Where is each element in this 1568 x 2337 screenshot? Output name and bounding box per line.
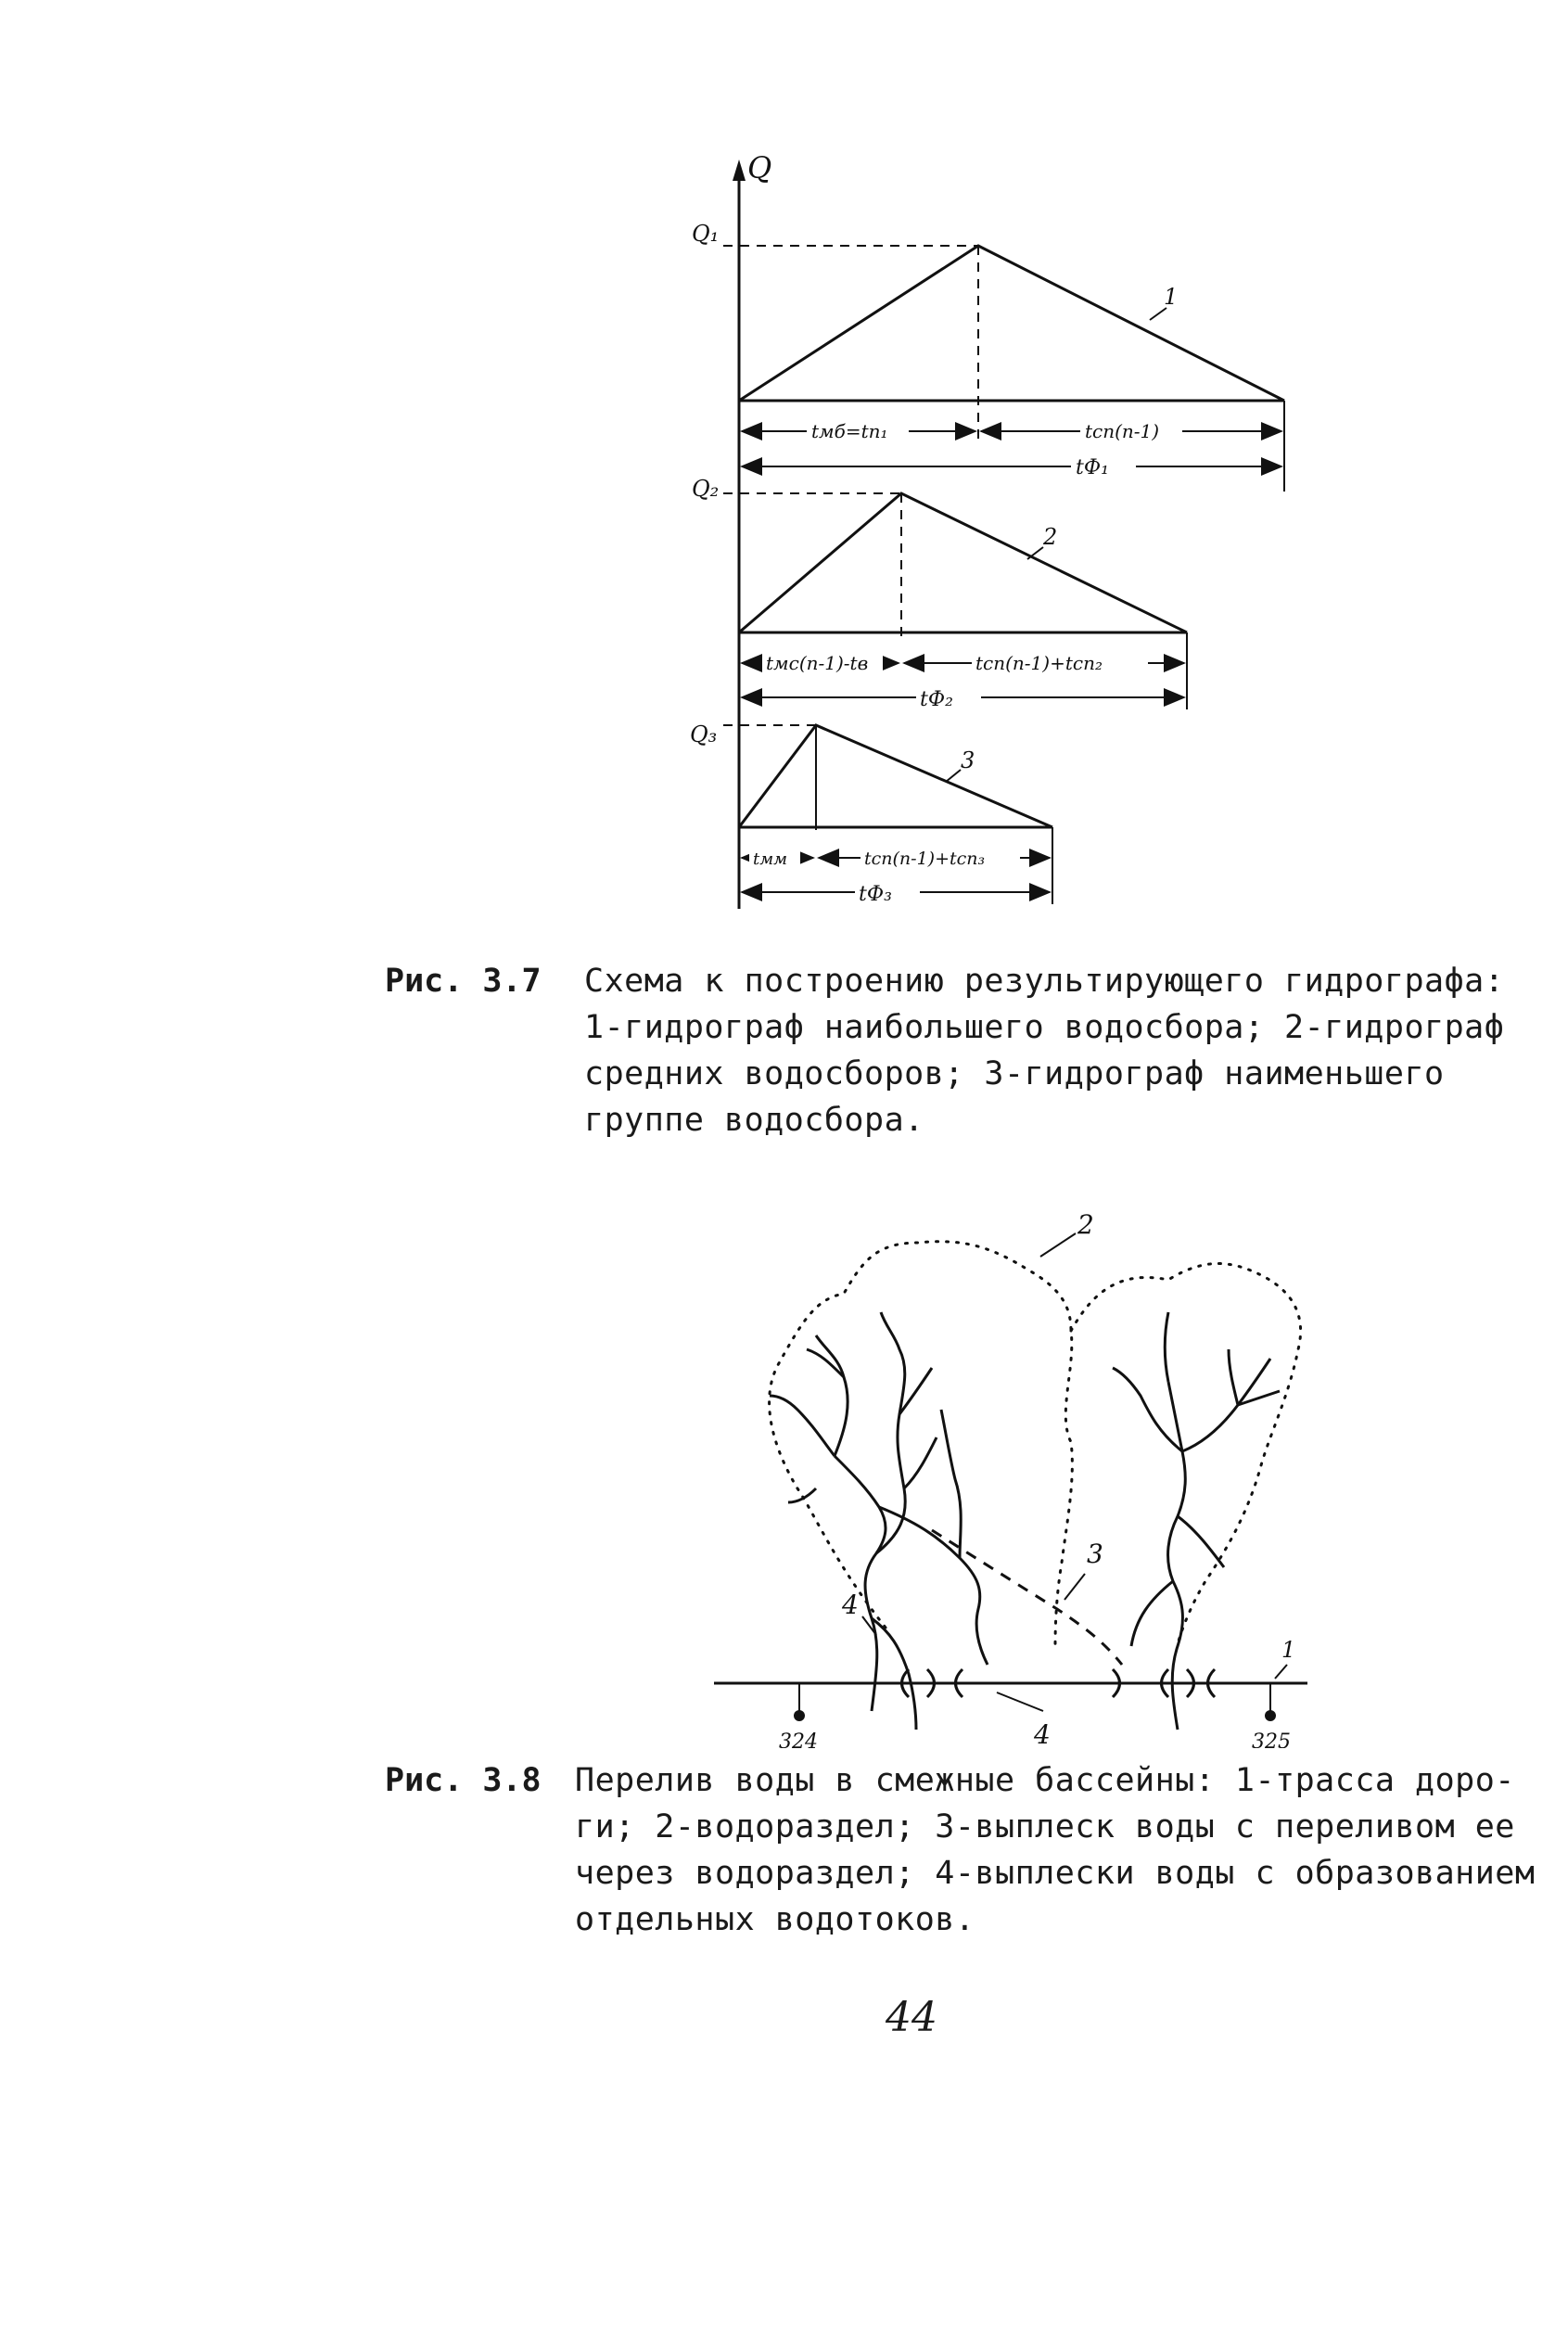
curve-number-1: 1 — [1164, 284, 1179, 310]
caption-3-8-line: отдельных водотоков. — [575, 1901, 975, 1938]
g2-segment-right: tсп(п-1)+tсп₂ — [975, 652, 1103, 674]
g3-segment-right: tсп(п-1)+tсп₃ — [864, 849, 986, 869]
hydrograph-1 — [692, 221, 1284, 492]
figure-3-8-caption — [385, 1757, 1536, 1952]
svg-text:325: 325 — [1252, 1730, 1291, 1748]
level-label-q2: Q₂ — [692, 476, 720, 502]
callout-3: 3 — [1087, 1539, 1103, 1569]
watershed-divides — [770, 1242, 1301, 1646]
g3-total: tФ₃ — [859, 883, 892, 906]
g1-segment-left: tмб=tп₁ — [811, 420, 888, 442]
g1-total: tФ₁ — [1076, 456, 1109, 479]
figure-3-7-caption — [385, 958, 1507, 1153]
station-marker-325 — [1252, 1683, 1291, 1748]
caption-3-7-line: группе водосбора. — [584, 1102, 924, 1139]
level-label-q3: Q₃ — [690, 722, 718, 747]
right-basin-streams — [1113, 1312, 1280, 1730]
page-number: 44 — [886, 1994, 937, 2041]
caption-3-7-line: Схема к построению результирующего гидрографа: — [584, 963, 1505, 1000]
g1-segment-right: tсп(п-1) — [1085, 420, 1160, 442]
station-marker-324 — [779, 1683, 818, 1748]
left-basin-streams — [770, 1312, 988, 1730]
callout-2: 2 — [1077, 1210, 1094, 1240]
g3-segment-left: tмм — [753, 849, 788, 869]
svg-text:324: 324 — [779, 1730, 818, 1748]
curve-number-2: 2 — [1043, 524, 1058, 550]
figure-3-8-basin-overflow — [714, 1210, 1326, 1748]
level-label-q1: Q₁ — [692, 221, 720, 247]
callout-1: 1 — [1281, 1637, 1296, 1663]
hydrograph-2 — [692, 476, 1187, 711]
curve-number-3: 3 — [961, 747, 975, 773]
caption-3-7-line: 1-гидрограф наибольшего водосбора; 2-гидрограф — [584, 1009, 1505, 1046]
q-axis-label: Q — [747, 150, 772, 185]
figure-3-7-hydrograph-scheme — [686, 148, 1335, 927]
figure-3-7-caption-label: Рис. 3.7 — [385, 963, 542, 1000]
callout-4-center: 4 — [1034, 1719, 1051, 1748]
callout-4-left: 4 — [842, 1590, 859, 1620]
caption-3-7-line: средних водосборов; 3-гидрограф наименьшего — [584, 1055, 1445, 1092]
caption-3-8-line: ги; 2-водораздел; 3-выплеск воды с переливом ее — [575, 1808, 1515, 1845]
caption-3-8-line: через водораздел; 4-выплески воды с образованием — [575, 1855, 1536, 1892]
g2-segment-left: tмс(п-1)-tв — [766, 652, 869, 674]
hydrograph-3 — [690, 722, 1052, 906]
caption-3-8-line: Перелив воды в смежные бассейны: 1-трасса доро- — [575, 1762, 1515, 1799]
g2-total: tФ₂ — [920, 688, 953, 711]
q-axis — [733, 160, 746, 909]
figure-3-8-caption-label: Рис. 3.8 — [385, 1762, 542, 1799]
